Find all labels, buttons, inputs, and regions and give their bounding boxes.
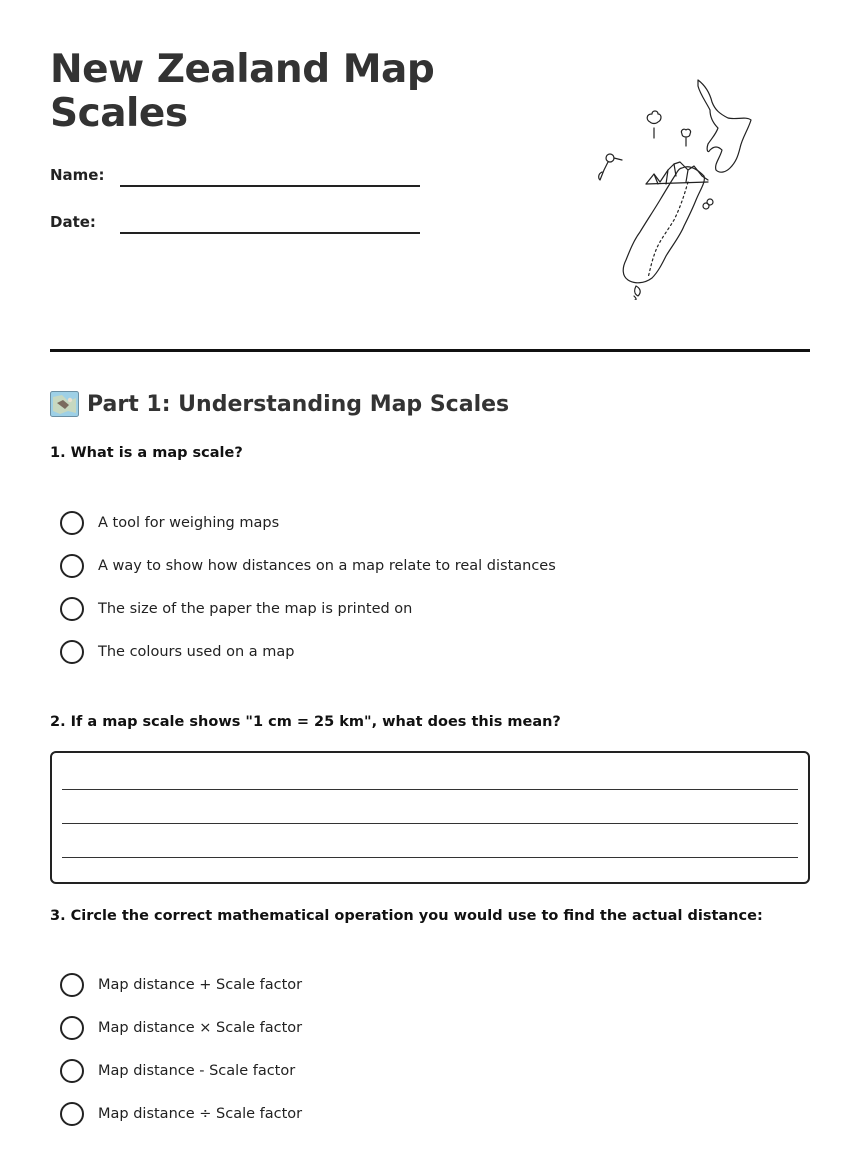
radio-button[interactable] — [60, 1059, 84, 1083]
date-field[interactable] — [50, 213, 420, 243]
header-divider — [50, 349, 810, 352]
name-label: Name: — [50, 166, 105, 184]
q3-option-3[interactable] — [60, 1049, 760, 1092]
title-line-1: New Zealand Map — [50, 47, 435, 92]
worksheet-header — [50, 47, 470, 231]
option-label: Map distance + Scale factor — [98, 976, 303, 993]
page-title — [50, 48, 470, 136]
radio-button[interactable] — [60, 554, 84, 578]
name-field[interactable] — [50, 166, 420, 196]
radio-button[interactable] — [60, 1102, 84, 1126]
writing-line — [62, 789, 798, 790]
name-line[interactable] — [120, 185, 420, 187]
option-label: The size of the paper the map is printed on — [98, 600, 413, 617]
option-label: Map distance - Scale factor — [98, 1062, 296, 1079]
option-label: Map distance ÷ Scale factor — [98, 1105, 303, 1122]
writing-line — [62, 823, 798, 824]
q3-option-4[interactable] — [60, 1092, 760, 1135]
option-label: A tool for weighing maps — [98, 514, 280, 531]
date-line[interactable] — [120, 232, 420, 234]
date-label: Date: — [50, 213, 96, 231]
question-3-options — [60, 963, 760, 1135]
question-3: 3. Circle the correct mathematical operation you would use to find the actual distance: — [50, 908, 763, 924]
radio-button[interactable] — [60, 511, 84, 535]
title-line-2: Scales — [50, 91, 188, 136]
map-emoji-icon — [50, 391, 79, 417]
q1-option-1[interactable] — [60, 501, 760, 544]
section-1-title: Part 1: Understanding Map Scales — [87, 391, 510, 417]
radio-button[interactable] — [60, 597, 84, 621]
option-label: The colours used on a map — [98, 643, 295, 660]
writing-line — [62, 857, 798, 858]
section-1-heading — [50, 388, 509, 420]
option-label: A way to show how distances on a map relate to real distances — [98, 557, 556, 574]
radio-button[interactable] — [60, 640, 84, 664]
q3-option-1[interactable] — [60, 963, 760, 1006]
question-1-options — [60, 501, 760, 673]
option-label: Map distance × Scale factor — [98, 1019, 303, 1036]
radio-button[interactable] — [60, 1016, 84, 1040]
question-1: 1. What is a map scale? — [50, 445, 243, 461]
q3-option-2[interactable] — [60, 1006, 760, 1049]
q1-option-3[interactable] — [60, 587, 760, 630]
q1-option-4[interactable] — [60, 630, 760, 673]
question-2: 2. If a map scale shows "1 cm = 25 km", what does this mean? — [50, 714, 561, 730]
answer-box[interactable] — [50, 751, 810, 884]
radio-button[interactable] — [60, 973, 84, 997]
q1-option-2[interactable] — [60, 544, 760, 587]
new-zealand-map-illustration — [560, 50, 790, 300]
